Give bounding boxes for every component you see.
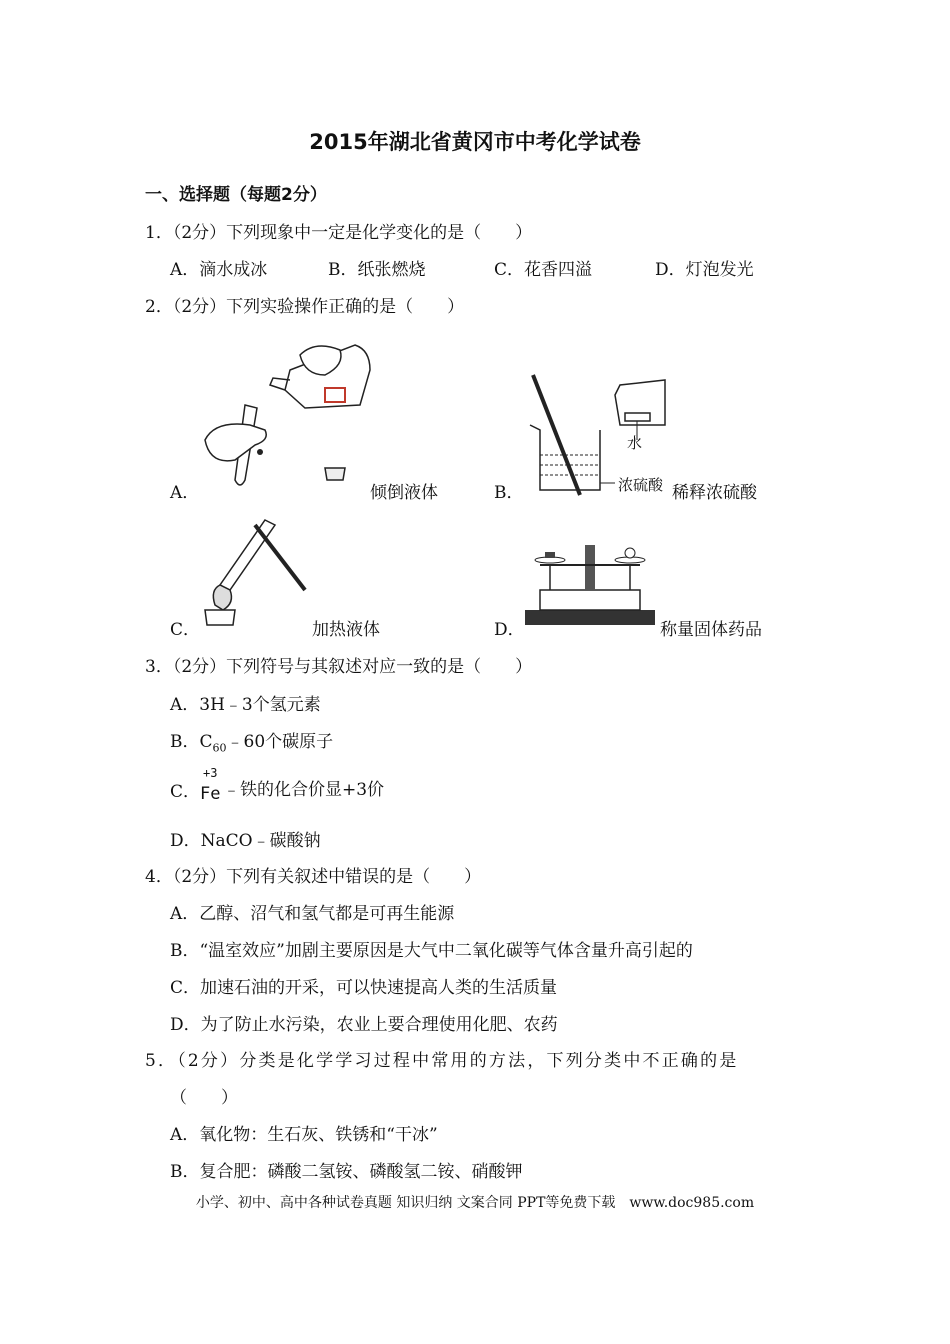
- question-4-option-c: C．加速石油的开采，可以快速提高人类的生活质量: [170, 978, 558, 998]
- question-3-stem: 3．（2分）下列符号与其叙述对应一致的是（ ）: [145, 657, 533, 677]
- question-4-option-d: D．为了防止水污染，农业上要合理使用化肥、农药: [170, 1015, 558, 1035]
- question-3-option-b-subscript: 60: [212, 741, 227, 755]
- question-1-option-a: A．滴水成冰: [170, 260, 268, 280]
- question-3-option-b-prefix: B．C: [170, 732, 213, 752]
- acid-label: 浓硫酸: [618, 476, 664, 494]
- question-4-option-b: B．“温室效应”加剧主要原因是大气中二氧化碳等气体含量升高引起的: [170, 941, 693, 961]
- question-2-option-b-letter: B．: [494, 483, 524, 503]
- question-3-option-c-prefix: C．: [170, 782, 201, 802]
- balance-illustration: [520, 535, 660, 635]
- question-2-option-c-letter: C．: [170, 620, 201, 640]
- question-4-stem: 4．（2分）下列有关叙述中错误的是（ ）: [145, 867, 482, 887]
- page-footer: 小学、初中、高中各种试卷真题 知识归纳 文案合同 PPT等免费下载 www.doc985.com: [195, 1195, 755, 1211]
- section-heading: 一、选择题（每题2分）: [145, 185, 327, 205]
- water-label: 水: [627, 434, 643, 452]
- question-5-option-a: A．氧化物：生石灰、铁锈和“干冰”: [170, 1125, 438, 1145]
- question-5-stem-line-1: 5．（2分）分类是化学学习过程中常用的方法，下列分类中不正确的是: [145, 1051, 739, 1071]
- question-2-stem: 2．（2分）下列实验操作正确的是（ ）: [145, 297, 465, 317]
- question-2-option-a-caption: 倾倒液体: [370, 483, 438, 503]
- question-1-option-c: C．花香四溢: [494, 260, 593, 280]
- question-4-option-a: A．乙醇、沼气和氢气都是可再生能源: [170, 904, 455, 924]
- question-2-option-a-letter: A．: [170, 483, 200, 503]
- heating-liquid-illustration: [195, 515, 315, 635]
- question-1-option-d: D．灯泡发光: [655, 260, 754, 280]
- question-2-option-d-caption: 称量固体药品: [660, 620, 762, 640]
- question-3-option-b-suffix: ﹣60个碳原子: [226, 732, 334, 752]
- page-title: 2015年湖北省黄冈市中考化学试卷: [309, 130, 641, 154]
- question-2-option-d-letter: D．: [494, 620, 525, 640]
- question-1-option-b: B．纸张燃烧: [328, 260, 426, 280]
- question-5-stem-line-2: （ ）: [170, 1088, 238, 1108]
- pouring-liquid-illustration: [195, 330, 375, 500]
- question-3-option-d: D．NaCO﹣碳酸钠: [170, 831, 321, 851]
- question-1-stem: 1．（2分）下列现象中一定是化学变化的是（ ）: [145, 223, 533, 243]
- question-3-option-b: [170, 727, 333, 754]
- question-2-option-c-caption: 加热液体: [312, 620, 380, 640]
- question-3-option-a: A．3H﹣3个氢元素: [170, 695, 321, 715]
- question-5-option-b: B．复合肥：磷酸二氢铵、磷酸氢二铵、硝酸钾: [170, 1162, 523, 1182]
- question-3-option-c-valence: +3: [203, 766, 218, 780]
- question-2-option-b-caption: 稀释浓硫酸: [672, 483, 757, 503]
- question-3-option-c-suffix: ﹣铁的化合价显+3价: [223, 780, 385, 800]
- question-3-option-c-symbol: Fe: [200, 784, 221, 804]
